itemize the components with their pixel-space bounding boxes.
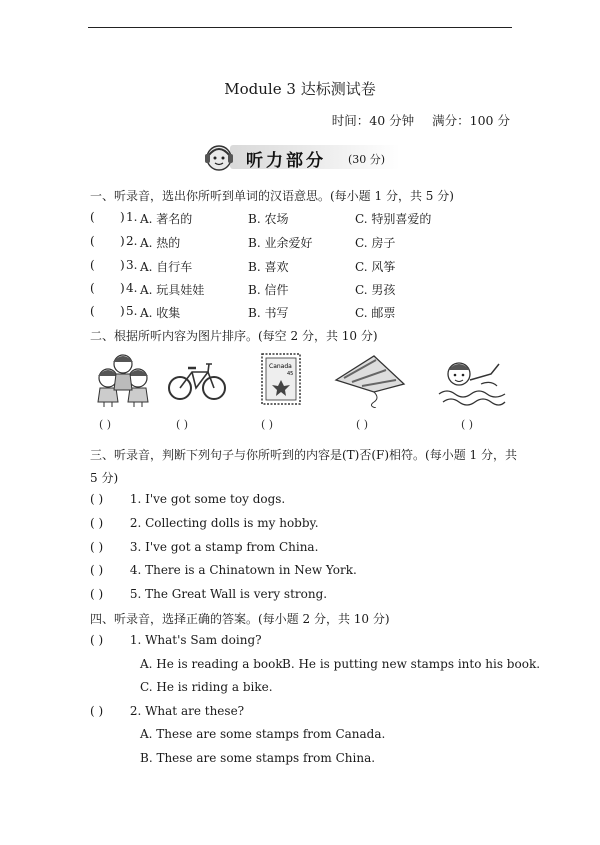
- option-b: B. 信件: [248, 283, 289, 297]
- answer-paren-close: ): [120, 234, 125, 248]
- picture-order-blank[interactable]: ( ): [261, 418, 274, 431]
- time-limit: 时间：40 分钟: [331, 113, 415, 128]
- answer-paren[interactable]: ( ): [90, 563, 104, 577]
- option-b: B. 书写: [248, 306, 289, 320]
- top-rule: [88, 27, 512, 28]
- stamp-value-text: 45: [287, 371, 294, 377]
- full-score: 满分：100 分: [432, 113, 510, 128]
- banner-label: 听力部分: [246, 151, 326, 171]
- page-title: Module 3 达标测试卷: [224, 80, 376, 98]
- question-number: 2.: [126, 234, 138, 248]
- picture-order-blank[interactable]: ( ): [461, 418, 474, 431]
- picture-order-blank[interactable]: ( ): [176, 418, 189, 431]
- option-a: A. 玩具娃娃: [140, 283, 205, 297]
- answer-paren-open[interactable]: (: [90, 210, 95, 224]
- section1-heading: 一、听录音，选出你所听到单词的汉语意思。(每小题 1 分，共 5 分): [90, 189, 454, 203]
- answer-paren-close: ): [120, 210, 125, 224]
- answer-paren[interactable]: ( ): [90, 540, 104, 554]
- section4-heading: 四、听录音，选择正确的答案。(每小题 2 分，共 10 分): [90, 612, 390, 626]
- question-number: 4.: [126, 281, 138, 295]
- option-a: A. 热的: [140, 236, 181, 250]
- list-item: [90, 516, 319, 530]
- answer-paren[interactable]: ( ): [90, 492, 104, 506]
- question-number: 1.: [126, 210, 138, 224]
- list-item: [90, 492, 285, 506]
- answer-paren-close: ): [120, 304, 125, 318]
- option-c: C. He is riding a bike.: [140, 680, 273, 694]
- statement-text: 3. I've got a stamp from China.: [129, 540, 319, 554]
- section2-heading: 二、根据所听内容为图片排序。(每空 2 分，共 10 分): [90, 329, 378, 343]
- answer-paren-open[interactable]: (: [90, 234, 95, 248]
- answer-paren[interactable]: ( ): [90, 633, 104, 647]
- answer-paren-open[interactable]: (: [90, 281, 95, 295]
- picture-order-blank[interactable]: ( ): [356, 418, 369, 431]
- question-text: 2. What are these?: [129, 704, 245, 718]
- banner-score: (30 分): [348, 153, 386, 166]
- option-b: B. 喜欢: [248, 260, 289, 274]
- statement-text: 1. I've got some toy dogs.: [129, 492, 286, 506]
- dolls-picture: [92, 350, 154, 408]
- list-item: [90, 540, 318, 554]
- option-c: C. 特别喜爱的: [355, 212, 432, 226]
- list-item: [90, 563, 357, 577]
- option-c: C. 风筝: [355, 260, 396, 274]
- answer-paren[interactable]: ( ): [90, 516, 104, 530]
- list-item: [90, 587, 327, 601]
- option-b: B. He is putting new stamps into his book.: [282, 657, 541, 671]
- option-a: A. 著名的: [140, 212, 193, 226]
- section3-heading: 三、听录音，判断下列句子与你所听到的内容是(T)否(F)相符。(每小题 1 分，共: [90, 448, 518, 462]
- answer-paren-open[interactable]: (: [90, 258, 95, 272]
- answer-paren[interactable]: ( ): [90, 587, 104, 601]
- option-c: C. 男孩: [355, 283, 396, 297]
- question-2: [90, 704, 244, 718]
- option-b: B. These are some stamps from China.: [140, 751, 376, 765]
- question-number: 3.: [126, 258, 138, 272]
- answer-paren-close: ): [120, 281, 125, 295]
- option-a: A. He is reading a book.: [140, 657, 287, 671]
- kite-picture: [334, 350, 406, 408]
- bicycle-picture: [166, 350, 228, 408]
- picture-order-blank[interactable]: ( ): [99, 418, 112, 431]
- option-a: A. 收集: [140, 306, 181, 320]
- stamp-picture: [250, 350, 312, 408]
- statement-text: 2. Collecting dolls is my hobby.: [129, 516, 319, 530]
- question-text: 1. What's Sam doing?: [129, 633, 262, 647]
- stamp-country-text: Canada: [269, 363, 292, 370]
- answer-paren-open[interactable]: (: [90, 304, 95, 318]
- listening-banner: [202, 140, 400, 174]
- exam-meta: [318, 111, 510, 129]
- option-c: C. 邮票: [355, 306, 396, 320]
- option-c: C. 房子: [355, 236, 396, 250]
- answer-paren-close: ): [120, 258, 125, 272]
- statement-text: 5. The Great Wall is very strong.: [129, 587, 328, 601]
- option-b: B. 农场: [248, 212, 289, 226]
- section3-heading-cont: 5 分): [90, 471, 119, 485]
- option-b: B. 业余爱好: [248, 236, 313, 250]
- question-number: 5.: [126, 304, 138, 318]
- headphone-mascot-icon: [202, 140, 238, 174]
- option-a: A. 自行车: [140, 260, 193, 274]
- option-a: A. These are some stamps from Canada.: [140, 727, 386, 741]
- statement-text: 4. There is a Chinatown in New York.: [129, 563, 357, 577]
- answer-paren[interactable]: ( ): [90, 704, 104, 718]
- boy-swimming-picture: [437, 350, 507, 408]
- question-1: [90, 633, 262, 647]
